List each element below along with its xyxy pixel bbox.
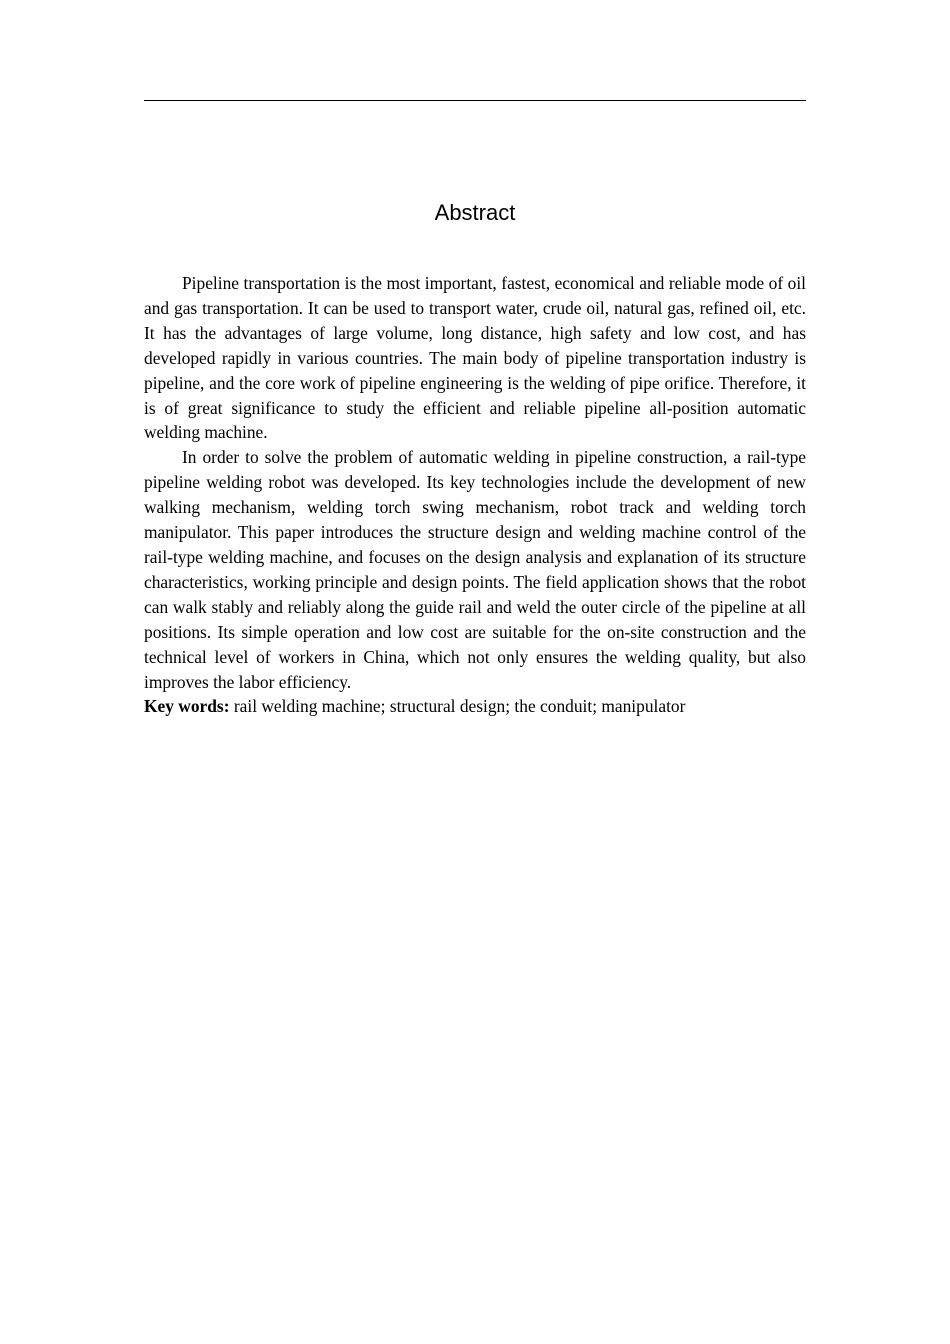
- keywords-label: Key words:: [144, 696, 230, 717]
- abstract-paragraph-2: In order to solve the problem of automatic welding in pipeline construction, a rail-type pipeline welding robot was developed. Its key technologies include the development of new walking mechanism, welding torch swing mechanism, robot track and welding torch manipulator. This paper introduces the structure design and welding machine control of the rail-type welding machine, and focuses on the design analysis and explanation of its structure characteristics, working principle and design points. The field application shows that the robot can walk stably and reliably along the guide rail and weld the outer circle of the pipeline at all positions. Its simple operation and low cost are suitable for the on-site construction and the technical level of workers in China, which not only ensures the welding quality, but also improves the labor efficiency.: [144, 447, 806, 692]
- abstract-title: Abstract: [434, 200, 516, 225]
- keywords-line: [144, 694, 806, 719]
- keywords-text: rail welding machine; structural design; the conduit; manipulator: [229, 696, 686, 717]
- abstract-body: [144, 271, 806, 719]
- header-rule: [144, 100, 806, 101]
- abstract-paragraph-1: Pipeline transportation is the most important, fastest, economical and reliable mode of oil and gas transportation. It can be used to transport water, crude oil, natural gas, refined oil, etc. It has the advantages of large volume, long distance, high safety and low cost, and has developed rapidly in various countries. The main body of pipeline transportation industry is pipeline, and the core work of pipeline engineering is the welding of pipe orifice. Therefore, it is of great significance to study the efficient and reliable pipeline all-position automatic welding machine.: [144, 273, 806, 443]
